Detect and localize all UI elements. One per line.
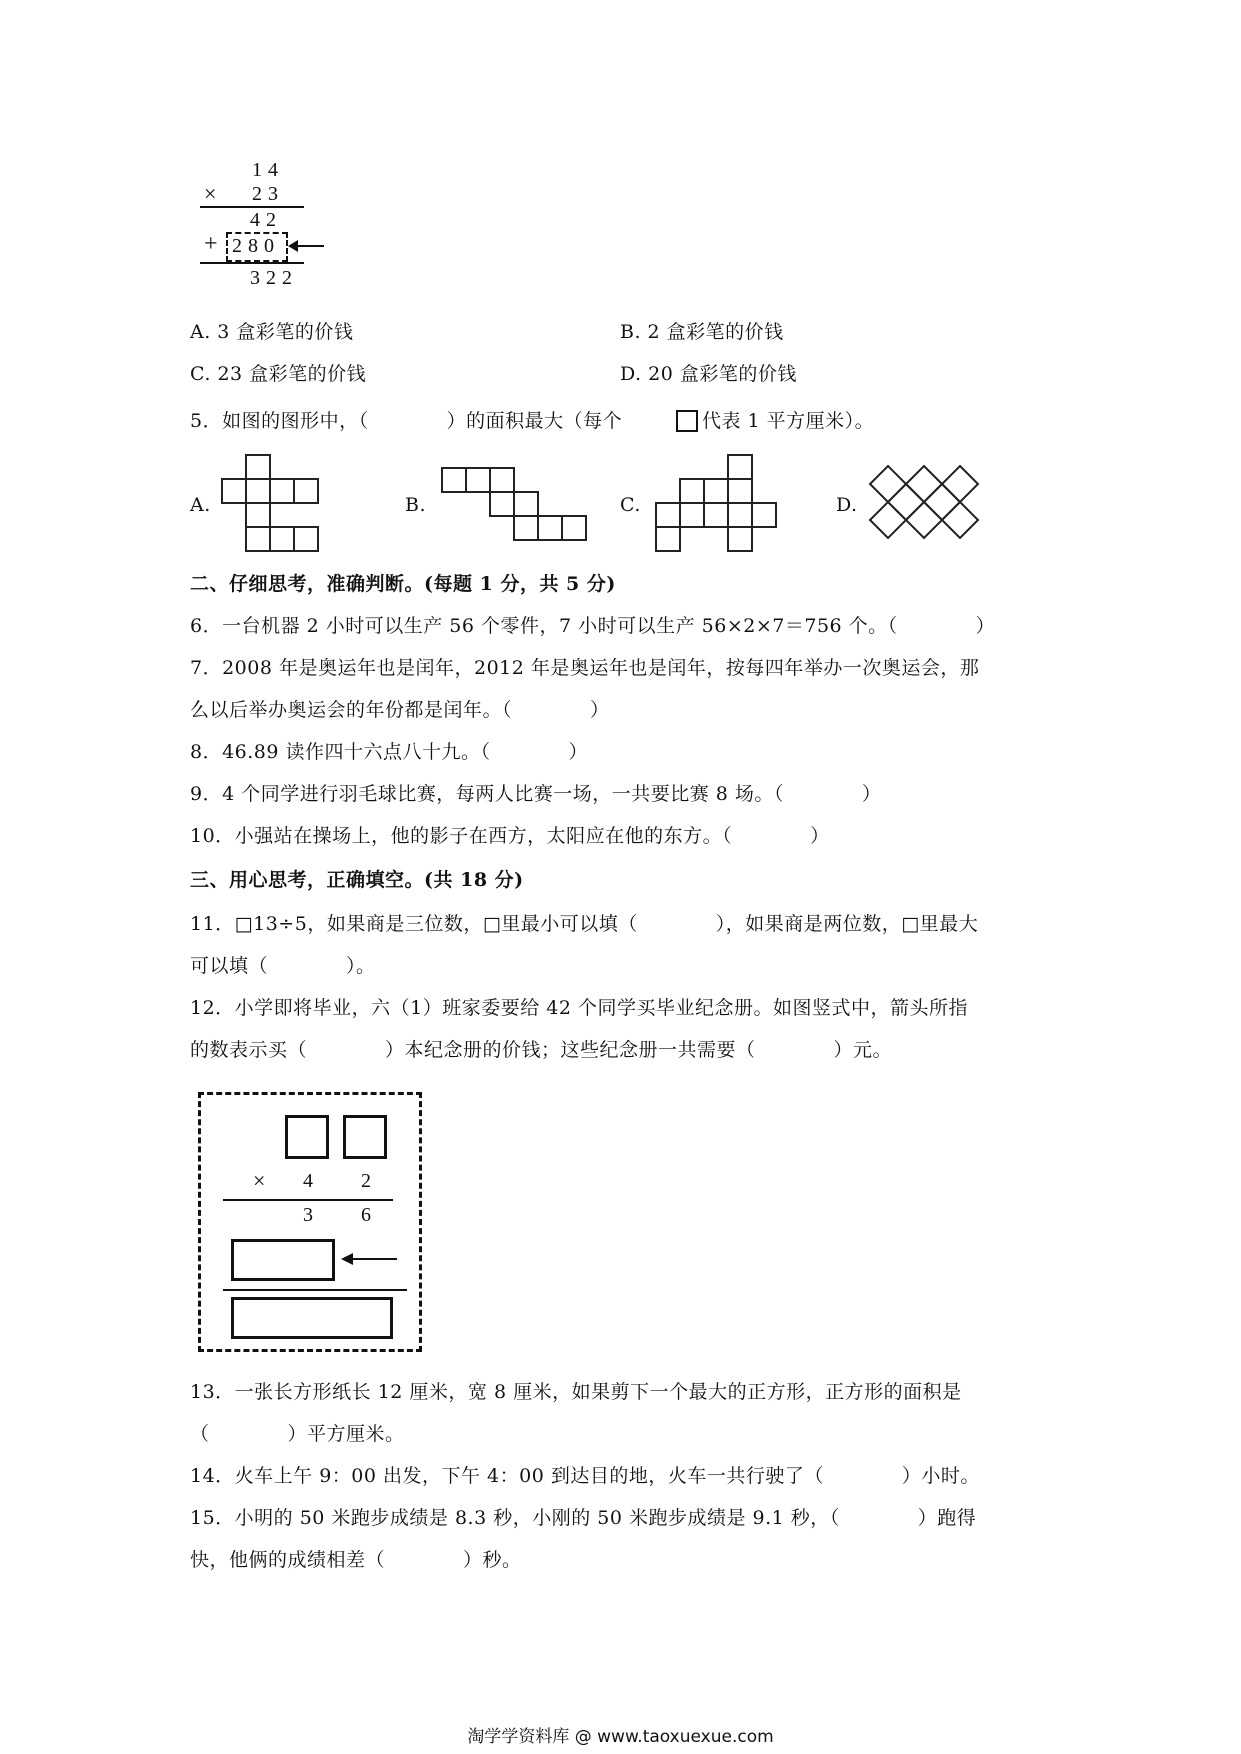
q11-text-line2: 可以填（ ）。 [190, 955, 376, 977]
blank-digit-box [343, 1115, 387, 1159]
section2-heading: 二、仔细思考，准确判断。(每题 1 分，共 5 分) [190, 573, 616, 595]
partial-product-2: 2 8 0 [232, 235, 275, 257]
q5-label-a: A. [190, 494, 211, 516]
product-result: 3 2 2 [250, 267, 293, 289]
arrow-left-icon [288, 236, 328, 256]
q13-text-line1: 13．一张长方形纸长 12 厘米，宽 8 厘米，如果剪下一个最大的正方形，正方形的面积是 [190, 1381, 962, 1403]
q8-text: 8．46.89 读作四十六点八十九。（ ） [190, 741, 589, 763]
q4-option-d: D. 20 盒彩笔的价钱 [620, 363, 797, 385]
section3-heading: 三、用心思考，正确填空。(共 18 分) [190, 869, 524, 891]
q13-text-line2: （ ）平方厘米。 [190, 1423, 405, 1445]
q10-text: 10．小强站在操场上，他的影子在西方，太阳应在他的东方。（ ） [190, 825, 830, 847]
q15-text-line1: 15．小明的 50 米跑步成绩是 8.3 秒，小刚的 50 米跑步成绩是 9.1 秒，（ ）跑得 [190, 1507, 977, 1529]
q7-text-line2: 么以后举办奥运会的年份都是闰年。（ ） [190, 699, 610, 721]
shape-d [870, 466, 982, 542]
multiplier: 2 3 [252, 183, 279, 205]
blank-partial-box [231, 1239, 335, 1281]
times-sign: × [253, 1168, 266, 1193]
q6-text: 6．一台机器 2 小时可以生产 56 个零件，7 小时可以生产 56×2×7＝756 个。（ ） [190, 615, 996, 637]
q4-option-c: C. 23 盒彩笔的价钱 [190, 363, 367, 385]
shape-a [222, 455, 322, 555]
q5-label-b: B. [405, 494, 427, 516]
q4-option-a: A. 3 盒彩笔的价钱 [190, 321, 354, 343]
rule-line [223, 1199, 393, 1201]
footer-watermark: 淘学学资料库 @ www.taoxuexue.com [467, 1727, 774, 1747]
rule-line [223, 1289, 407, 1291]
q7-text-line1: 7．2008 年是奥运年也是闰年，2012 年是奥运年也是闰年，按每四年举办一次奥运会，那 [190, 657, 980, 679]
rule-line [200, 262, 304, 264]
arrow-left-icon [341, 1249, 401, 1269]
blank-product-box [231, 1297, 393, 1339]
shape-c [656, 455, 786, 555]
multiplier-digit-1: 4 [303, 1170, 314, 1192]
q15-text-line2: 快，他俩的成绩相差（ ）秒。 [190, 1549, 522, 1571]
q5-text-part2: 代表 1 平方厘米）。 [702, 410, 875, 432]
multiplicand: 1 4 [252, 159, 279, 181]
q9-text: 9．4 个同学进行羽毛球比赛，每两人比赛一场，一共要比赛 8 场。（ ） [190, 783, 882, 805]
multiplier-digit-2: 2 [361, 1170, 372, 1192]
unit-square-icon [676, 410, 698, 432]
q5-label-c: C. [620, 494, 641, 516]
shape-b [442, 468, 592, 548]
q4-option-b: B. 2 盒彩笔的价钱 [620, 321, 784, 343]
dashed-multiplication-box [198, 1092, 422, 1352]
partial-digit-1: 3 [303, 1204, 314, 1226]
q12-text-line1: 12．小学即将毕业，六（1）班家委要给 42 个同学买毕业纪念册。如图竖式中，箭头所指 [190, 997, 969, 1019]
blank-digit-box [285, 1115, 329, 1159]
q5-label-d: D. [836, 494, 858, 516]
q5-text-part1: 5．如图的图形中，（ ）的面积最大（每个 [190, 410, 623, 432]
q12-text-line2: 的数表示买（ ）本纪念册的价钱；这些纪念册一共需要（ ）元。 [190, 1039, 893, 1061]
partial-digit-2: 6 [361, 1204, 372, 1226]
partial-product-1: 4 2 [250, 209, 277, 231]
q14-text: 14．火车上午 9：00 出发，下午 4：00 到达目的地，火车一共行驶了（ ）小时。 [190, 1465, 980, 1487]
q11-text-line1: 11．□13÷5，如果商是三位数，□里最小可以填（ ），如果商是两位数，□里最大 [190, 913, 979, 935]
plus-sign: + [204, 231, 219, 257]
times-sign: × [204, 181, 217, 206]
